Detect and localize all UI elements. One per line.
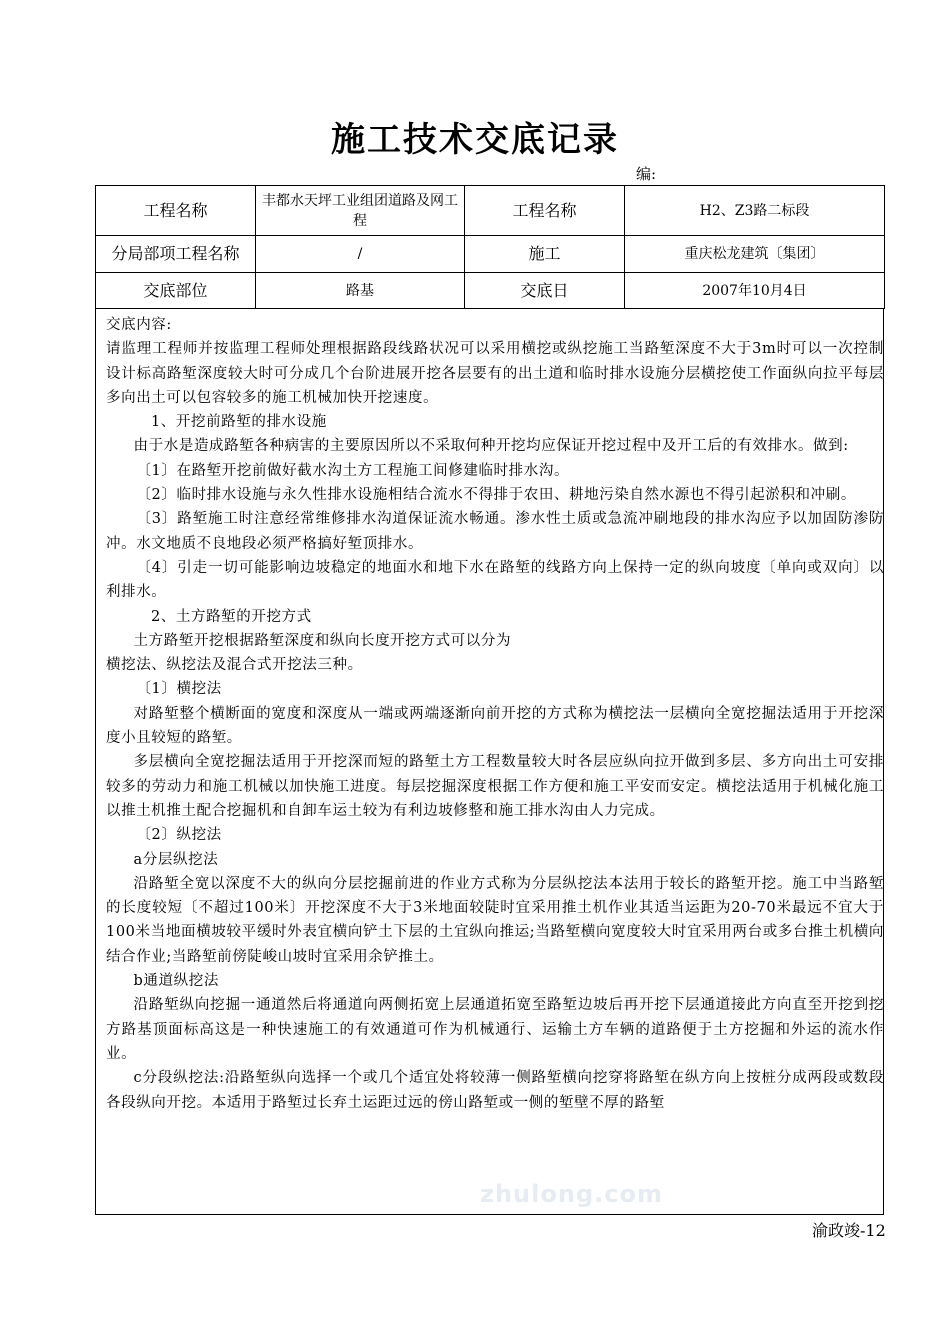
section-heading: 1、开挖前路堑的排水设施: [150, 414, 327, 431]
content-paragraph: 多层横向全宽挖掘法适用于开挖深而短的路堑土方工程数量较大时各层应纵向拉开做到多层、多方向出土可安排较多的劳动力和施工机械以加快施工进度。每层挖掘深度根据工作方便和施工平安而安定。横挖法适用于机械化施工以推土机推土配合挖掘机和自卸车运土较为有利边坡修整和施工排水沟由人力完成。: [106, 754, 884, 819]
content-heading: 交底内容:: [106, 317, 172, 333]
header-row: [96, 186, 885, 236]
subsection-heading: b通道纵挖法: [133, 973, 219, 990]
subproject-label: 分局部项工程名称: [96, 236, 256, 273]
project-name-label-2: 工程名称: [465, 186, 625, 236]
content-paragraph: c分段纵挖法:沿路堑纵向选择一个或几个适宜处将较薄一侧路堑横向挖穿将路堑在纵方向上按桩分成两段或数段各段纵向开挖。本适用于路堑过长弃土运距过远的傍山路堑或一侧的堑壁不厚的路堑: [106, 1070, 884, 1111]
header-row: [96, 236, 885, 273]
content-paragraph: 〔2〕临时排水设施与永久性排水设施相结合流水不得排于农田、耕地污染自然水源也不得引起淤积和冲刷。: [136, 487, 856, 504]
briefing-date-value: 2007年10月4日: [625, 273, 885, 309]
subsection-heading: a分层纵挖法: [133, 851, 219, 868]
content-paragraph: 横挖法、纵挖法及混合式开挖法三种。: [106, 657, 363, 674]
content-paragraph: 土方路堑开挖根据路堑深度和纵向长度开挖方式可以分为: [133, 632, 512, 649]
content-paragraph: 沿路堑纵向挖掘一通道然后将通道向两侧拓宽上层通道拓宽至路堑边坡后再开挖下层通道接此方向直至开挖到挖方路基顶面标高这是一种快速施工的有效通道可作为机械通行、运输土方车辆的道路便于土方挖掘和外运的流水作业。: [106, 997, 884, 1062]
content-paragraph: 由于水是造成路堑各种病害的主要原因所以不采取何种开挖均应保证开挖过程中及开工后的有效排水。做到:: [133, 438, 849, 455]
content-paragraph: 〔4〕引走一切可能影响边坡稳定的地面水和地下水在路堑的线路方向上保持一定的纵向坡度〔单向或双向〕以利排水。: [106, 559, 884, 601]
project-section-value: H2、Z3路二标段: [625, 186, 885, 236]
project-name-value: 丰都水天坪工业组团道路及网工程: [256, 186, 465, 236]
section-heading: 2、土方路堑的开挖方式: [150, 608, 312, 625]
header-row: [96, 273, 885, 309]
briefing-location-value: 路基: [256, 273, 465, 309]
content-paragraph: 〔3〕路堑施工时注意经常维修排水沟道保证流水畅通。渗水性土质或急流冲刷地段的排水沟应予以加固防渗防冲。水文地质不良地段必须严格搞好堑顶排水。: [106, 511, 884, 552]
subsection-heading: 〔2〕纵挖法: [136, 827, 222, 844]
briefing-location-label: 交底部位: [96, 273, 256, 309]
project-name-label: 工程名称: [96, 186, 256, 236]
content-paragraph: 沿路堑全宽以深度不大的纵向分层挖掘前进的作业方式称为分层纵挖法本法用于较长的路堑开挖。施工中当路堑的长度较短〔不超过100米〕开挖深度不大于3米地面较陡时宜采用推土机作业其适当运距为20-70米最远不宜大于100米当地面横坡较平缓时外表宜横向铲土下层的土宜纵向推运;当路堑横向宽度较大时宜采用两台或多台推土机横向结合作业;当路堑前傍陡峻山坡时宜采用余铲推土。: [106, 875, 884, 965]
header-table: [95, 185, 885, 309]
editor-label: 编:: [636, 165, 657, 183]
footer-document-number: 渝政竣-12: [812, 1221, 886, 1240]
content-paragraph: 请监理工程师并按监理工程师处理根据路段线路状况可以采用横挖或纵挖施工当路堑深度不大于3m时可以一次控制设计标高路堑深度较大时可分成几个台阶进展开挖各层要有的出土道和临时排水设施分层横挖使工作面纵向拉平每层多向出土可以包容较多的施工机械加快开挖速度。: [106, 341, 884, 406]
subproject-value: /: [256, 236, 465, 273]
briefing-date-label: 交底日: [465, 273, 625, 309]
subsection-heading: 〔1〕横挖法: [136, 681, 222, 698]
contractor-value: 重庆松龙建筑〔集团〕: [625, 236, 885, 273]
content-paragraph: 对路堑整个横断面的宽度和深度从一端或两端逐渐向前开挖的方式称为横挖法一层横向全宽挖掘法适用于开挖深度小且较短的路堑。: [106, 705, 884, 747]
watermark: zhulong.com: [480, 1180, 663, 1208]
content-paragraph: 〔1〕在路堑开挖前做好截水沟土方工程施工间修建临时排水沟。: [136, 462, 570, 479]
contractor-label: 施工: [465, 236, 625, 273]
content-box: [95, 309, 884, 1215]
page-title: 施工技术交底记录: [331, 120, 619, 160]
content-body: [106, 313, 884, 1115]
